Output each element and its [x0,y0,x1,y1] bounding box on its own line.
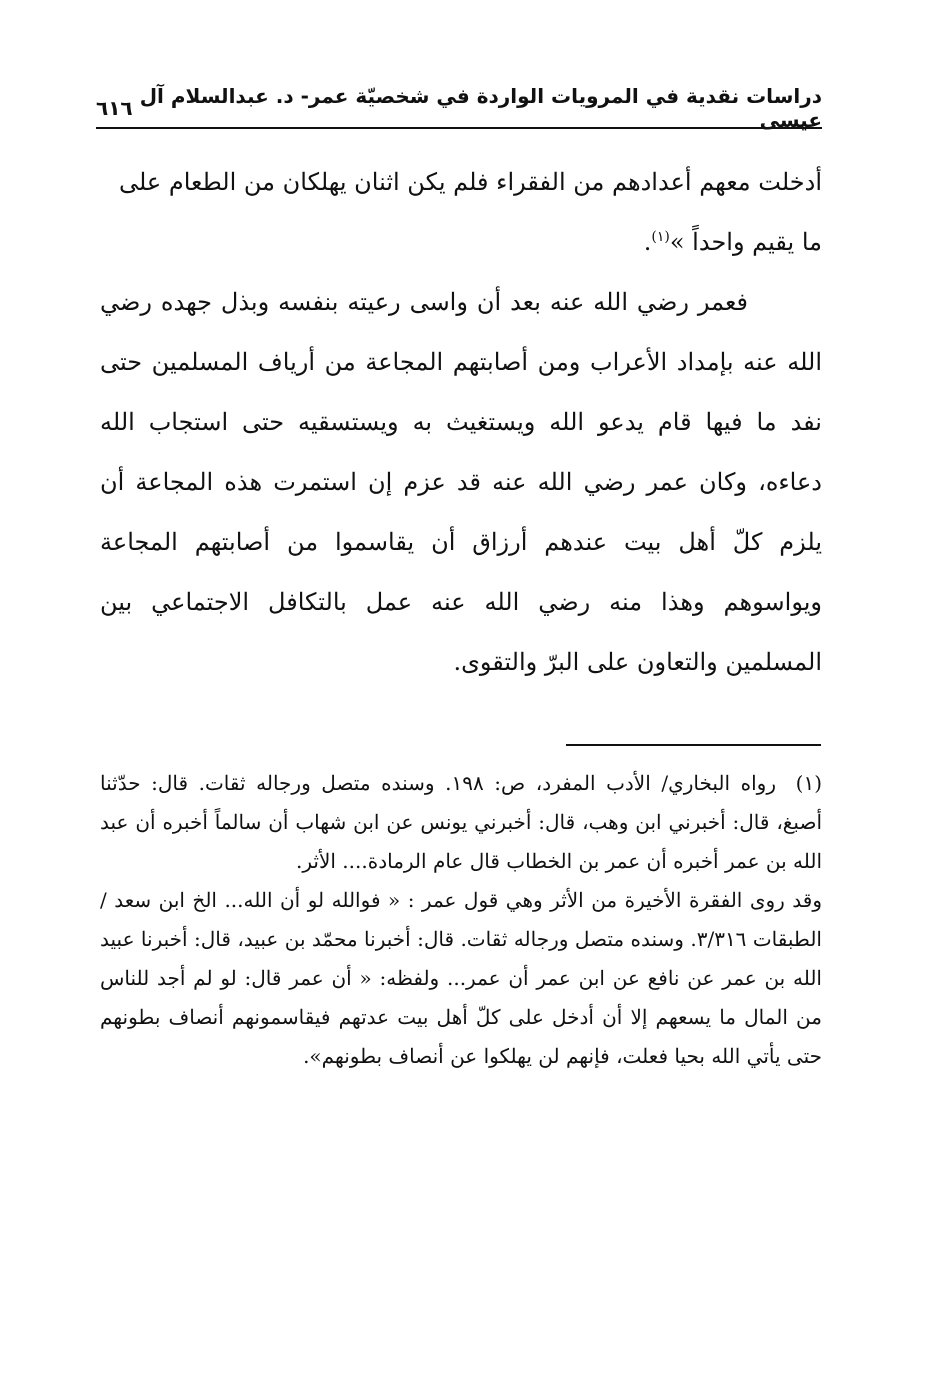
paragraph-1-line-2: ما يقيم واحداً » [669,228,822,256]
paragraph-2: فعمر رضي الله عنه بعد أن واسى رعيته بنفسه وبذل جهده رضي الله عنه بإمداد الأعراب ومن أصابتهم المجاعة من أرياف المسلمين حتى نفد ما فيها قام يدعو الله ويستغيث به ويستسقيه حتى استجاب الله دعاءه، وكان عمر رضي الله عنه قد عزم إن استمرت هذه المجاعة أن يلزم كلّ أهل بيت عندهم أرزاق أن يقاسموا من أصابتهم المجاعة ويواسوهم وهذا منه رضي الله عنه عمل بالتكافل الاجتماعي بين المسلمين والتعاون على البرّ والتقوى. [100,288,823,676]
main-text [100,152,822,692]
header-rule [96,127,822,129]
footnote-1-text: رواه البخاري/ الأدب المفرد، ص: ١٩٨. وسنده متصل ورجاله ثقات. قال: حدّثنا أصبغ، قال: أخبرني ابن وهب، قال: أخبرني يونس عن ابن شهاب أن سالماً أخبره أن عبد الله بن عمر أخبره أن عمر بن الخطاب قال عام الرمادة.... الأثر. [100,771,822,873]
paragraph-1-line-1: أدخلت معهم أعدادهم من الفقراء فلم يكن اثنان يهلكان من الطعام على [118,168,822,196]
paragraph-1 [100,152,822,272]
paragraph-1-end: . [643,228,652,256]
running-header [96,84,822,132]
header-title: دراسات نقدية في المرويات الواردة في شخصيّة عمر- د. عبدالسلام آل عيسى [139,84,822,132]
footnote-separator [566,744,821,746]
footnote-paragraph-2: وقد روى الفقرة الأخيرة من الأثر وهي قول عمر : « فوالله لو أن الله... الخ ابن سعد / الطبقات ٣/٣١٦. وسنده متصل ورجاله ثقات. قال: أخبرنا محمّد بن عبيد، قال: أخبرنا عبيد الله بن عمر عن نافع عن ابن عمر أن عمر... ولفظه: « أن عمر قال: لو لم أجد للناس من المال ما يسعهم إلا أن أدخل على كلّ أهل بيت عدتهم فيقاسمونهم أنصاف بطونهم حتى يأتي الله بحيا فعلت، فإنهم لن يهلكوا عن أنصاف بطونهم». [100,888,822,1068]
page-number: ٦١٦ [96,96,133,120]
footnotes [100,764,822,1076]
footnote-1 [100,764,822,881]
footnote-1-number: (١) [795,771,822,795]
footnote-reference: (١) [651,229,670,245]
